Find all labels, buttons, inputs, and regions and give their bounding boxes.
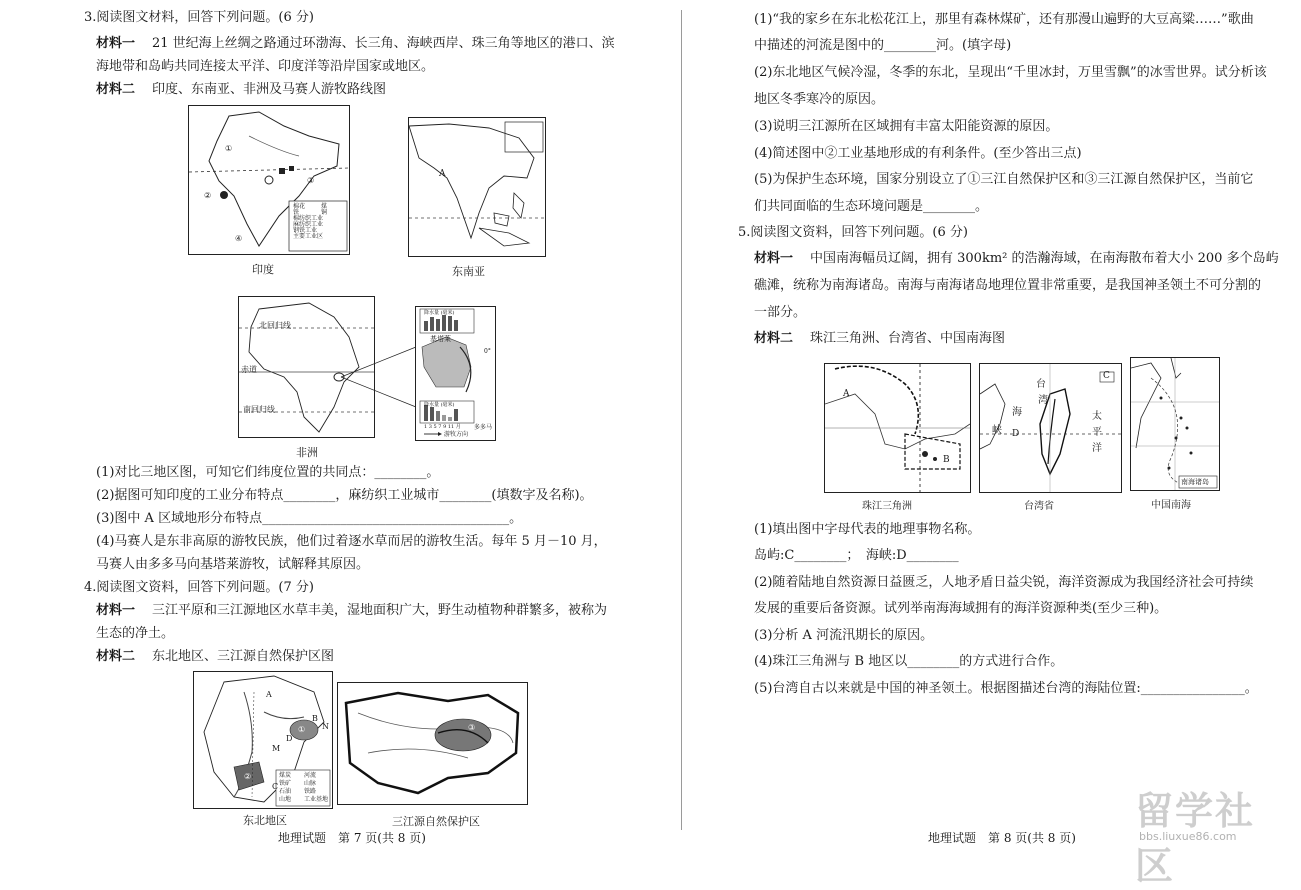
q3-title: 3.阅读图文材料，回答下列问题。(6 分) <box>84 10 314 25</box>
q3-part3: (3)图中 A 区域地形分布特点______________________________________。 <box>96 511 523 526</box>
legend-jute-textile: 麻纺织工业 <box>293 221 324 228</box>
tw-char-tai: 台 <box>1036 379 1046 390</box>
q4-part5: (5)为保护生态环境，国家分别设立了①三江自然保护区和③三江源自然保护区，当前它 <box>754 172 1254 187</box>
site-watermark <box>1135 780 1285 888</box>
tw-char-pacific-3: 洋 <box>1092 443 1102 454</box>
tw-char-pacific-1: 太 <box>1092 411 1102 422</box>
india-map <box>188 105 350 255</box>
ne-mark-1: ① <box>298 725 306 734</box>
page-footer-left: 地理试题 第 7 页(共 8 页) <box>278 831 426 845</box>
q4-part1-cont: 中描述的河流是图中的________河。(填字母) <box>754 38 1012 53</box>
q3-part2: (2)据图可知印度的工业分布特点________，麻纺织工业城市________(填数字及名称)。 <box>96 488 593 503</box>
africa-map <box>238 296 375 438</box>
q5-material1-text: 中国南海幅员辽阔，拥有 300km² 的浩瀚海域，在南海散布着大小 200 多个岛屿 <box>810 251 1279 266</box>
legend-mountain-ne: 山地 <box>279 796 292 803</box>
q5-material2-label: 材料二 <box>754 331 794 346</box>
q4-material2-label: 材料二 <box>96 649 136 664</box>
sanjiangyuan-map <box>337 682 528 805</box>
inset-zero-degree: 0° <box>484 348 491 355</box>
ne-mark-c: C <box>272 782 279 791</box>
q3-material2-text: 印度、东南亚、非洲及马赛人游牧路线图 <box>152 82 387 97</box>
q3-material1-label: 材料一 <box>96 36 136 51</box>
inset-migration-direction: 游牧方向 <box>444 431 469 438</box>
q5-part5: (5)台湾自古以来就是中国的神圣领土。根据图描述台湾的海陆位置:________________。 <box>754 681 1258 696</box>
tw-char-hai: 海 <box>1012 407 1022 418</box>
ne-mark-d: D <box>286 734 293 743</box>
ne-mark-n: N <box>322 722 329 731</box>
q3-material1-text-cont: 海地带和岛屿共同连接太平洋、印度洋等沿岸国家或地区。 <box>96 59 435 74</box>
q5-part1-fill: 岛屿:C________； 海峡:D________ <box>754 548 959 563</box>
india-legend <box>293 204 323 240</box>
watermark-url: bbs.liuxue86.com <box>1139 830 1237 843</box>
ne-mark-m: M <box>272 744 281 753</box>
caption-sanjiangyuan: 三江源自然保护区 <box>392 815 480 828</box>
legend-range-ne: 山脉 <box>304 780 317 787</box>
q5-part1: (1)填出图中字母代表的地理事物名称。 <box>754 522 981 537</box>
inset-months: 1 3 5 7 9 11 月 <box>424 424 461 430</box>
ne-legend-col2 <box>304 772 328 804</box>
legend-iron-ne: 铁矿 <box>279 780 292 787</box>
tw-mark-d: D <box>1012 429 1020 439</box>
q5-part2: (2)随着陆地自然资源日益匮乏，人地矛盾日益尖锐，海洋资源成为我国经济社会可持续 <box>754 575 1254 590</box>
sea-mark-a: A <box>439 169 446 179</box>
inset-dodoma: 多多马 <box>474 424 493 431</box>
q4-part4: (4)简述图中②工业基地形成的有利条件。(至少答出三点) <box>754 146 1082 161</box>
legend-iron: 铁 <box>293 209 300 216</box>
q5-part4: (4)珠江三角洲与 B 地区以________的方式进行合作。 <box>754 654 1064 669</box>
africa-tropic-cancer: 北回归线 <box>259 321 291 330</box>
south-china-sea-map <box>1130 357 1220 491</box>
q5-part2-cont: 发展的重要后备资源。试列举南海海域拥有的海洋资源种类(至少三种)。 <box>754 601 1168 616</box>
africa-equator: 赤道 <box>241 365 257 374</box>
q5-material1-text-end: 一部分。 <box>754 305 807 320</box>
ne-legend <box>279 772 291 804</box>
q4-material1-text-cont: 生态的净土。 <box>96 626 175 641</box>
q5-material1-text-cont: 礁滩，统称为南海诸岛。南海与南海诸岛地理位置非常重要，是我国神圣领土不可分割的 <box>754 278 1262 293</box>
india-mark-1: ① <box>225 144 233 153</box>
taiwan-map <box>979 363 1122 493</box>
legend-river-ne: 河流 <box>304 772 317 779</box>
tw-mark-c: C <box>1103 371 1110 381</box>
legend-railway-ne: 铁路 <box>304 788 317 795</box>
q5-material1-label: 材料一 <box>754 251 794 266</box>
east-africa-inset <box>415 306 496 441</box>
caption-south-china-sea: 中国南海 <box>1151 500 1191 511</box>
legend-steel: 钢铁工业 <box>293 227 318 234</box>
q4-part3: (3)说明三江源所在区域拥有丰富太阳能资源的原因。 <box>754 119 1059 134</box>
legend-copper: 铜 <box>321 209 328 216</box>
legend-industrial-zone: 主要工业区 <box>293 233 324 240</box>
legend-coal-ne: 煤炭 <box>279 772 292 779</box>
tw-char-xia: 峡 <box>992 425 1002 436</box>
q4-material1-text: 三江平原和三江源地区水草丰美，湿地面积广大，野生动植物种群繁多，被称为 <box>152 603 608 618</box>
caption-india: 印度 <box>252 263 274 276</box>
ne-mark-2: ② <box>244 772 252 781</box>
q5-title: 5.阅读图文资料，回答下列问题。(6 分) <box>738 225 968 240</box>
q5-material2-text: 珠江三角洲、台湾省、中国南海图 <box>810 331 1006 346</box>
inset-kitale: 基塔莱 <box>430 335 451 343</box>
legend-coal: 煤 <box>321 203 328 210</box>
africa-tropic-capricorn: 南回归线 <box>243 405 275 414</box>
q4-part2-cont: 地区冬季寒冷的原因。 <box>754 92 885 107</box>
legend-cotton: 棉花 <box>293 203 306 210</box>
legend-oil-ne: 石油 <box>279 788 292 795</box>
q3-part1: (1)对比三地区图，可知它们纬度位置的共同点：________。 <box>96 465 440 480</box>
scs-islands-label: 南海诸岛 <box>1181 478 1209 486</box>
caption-taiwan: 台湾省 <box>1024 501 1054 512</box>
legend-industry-base-ne: 工业基地 <box>304 796 329 803</box>
legend-cotton-textile: 棉纺织工业 <box>293 215 324 222</box>
q4-material2-text: 东北地区、三江源自然保护区图 <box>152 649 335 664</box>
india-legend-col2 <box>321 204 327 216</box>
prd-mark-b: B <box>943 455 950 465</box>
q4-material1-label: 材料一 <box>96 603 136 618</box>
q4-part2: (2)东北地区气候冷湿，冬季的东北，呈现出“千里冰封，万里雪飘”的冰雪世界。试分析该 <box>754 65 1267 80</box>
southeast-asia-map <box>408 117 546 257</box>
caption-pearl-river-delta: 珠江三角洲 <box>862 501 912 512</box>
page-divider <box>681 10 682 830</box>
ne-mark-b: B <box>312 714 318 723</box>
q4-part1: (1)“我的家乡在东北松花江上，那里有森林煤矿，还有那漫山遍野的大豆高粱……”歌曲 <box>754 12 1254 27</box>
ne-mark-a: A <box>266 690 272 699</box>
inset-rain-label-1: 降水量 (毫米) <box>424 310 455 316</box>
inset-rain-label-2: 降水量 (毫米) <box>424 402 455 408</box>
prd-mark-a: A <box>843 389 850 399</box>
caption-southeast-asia: 东南亚 <box>452 265 485 278</box>
q3-material2-label: 材料二 <box>96 82 136 97</box>
q5-part3: (3)分析 A 河流汛期长的原因。 <box>754 628 934 643</box>
northeast-china-map <box>193 671 333 809</box>
sjy-mark-3: ③ <box>468 723 476 732</box>
caption-africa: 非洲 <box>296 446 318 459</box>
q3-part4: (4)马赛人是东非高原的游牧民族，他们过着逐水草而居的游牧生活。每年 5 月－10 月， <box>96 534 607 549</box>
q3-material1-text: 21 世纪海上丝绸之路通过环渤海、长三角、海峡西岸、珠三角等地区的港口、滨 <box>152 36 615 51</box>
india-mark-2: ② <box>204 191 212 200</box>
q4-part5-cont: 们共同面临的生态环境问题是________。 <box>754 199 989 214</box>
exam-page-8 <box>684 0 1301 855</box>
tw-char-pacific-2: 平 <box>1092 427 1102 438</box>
caption-northeast: 东北地区 <box>243 814 287 827</box>
tw-char-wan: 湾 <box>1038 395 1048 406</box>
india-mark-3: ③ <box>307 176 315 185</box>
india-mark-4: ④ <box>235 234 243 243</box>
page-footer-right: 地理试题 第 8 页(共 8 页) <box>928 831 1076 845</box>
watermark-logo-text: 留学社区 <box>1135 789 1256 888</box>
q4-title: 4.阅读图文资料，回答下列问题。(7 分) <box>84 580 314 595</box>
q3-part4-cont: 马赛人由多多马向基塔莱游牧，试解释其原因。 <box>96 557 370 572</box>
pearl-river-delta-map <box>824 363 971 493</box>
